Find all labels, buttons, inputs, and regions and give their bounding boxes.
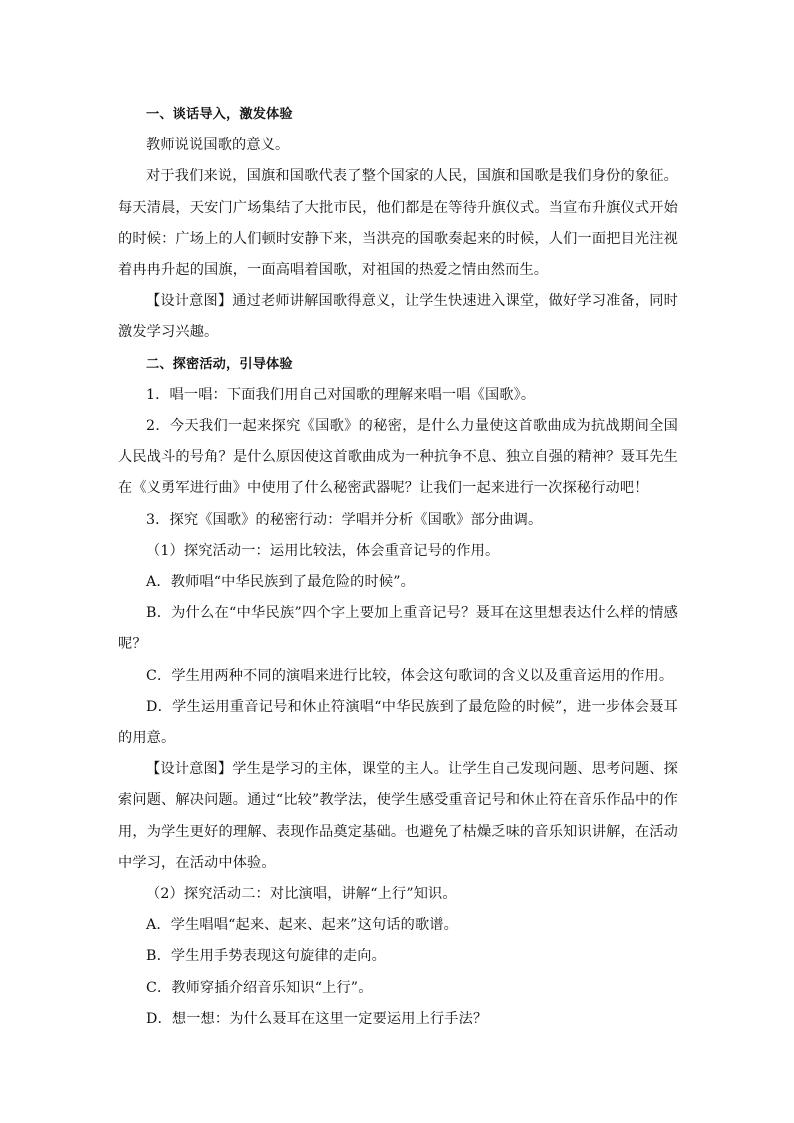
list-item: D．学生运用重音记号和休止符演唱“中华民族到了最危险的时候”，进一步体会聂耳的用意。 xyxy=(118,698,678,747)
list-item: B．为什么在“中华民族”四个字上要加上重音记号？聂耳在这里想表达什么样的情感呢？ xyxy=(118,605,678,653)
list-item: A．教师唱“中华民族到了最危险的时候”。 xyxy=(146,574,415,591)
list-item: D．想一想：为什么聂耳在这里一定要运用上行手法？ xyxy=(146,1010,488,1027)
section-heading-1: 一、谈话导入，激发体验 xyxy=(146,107,293,122)
design-intent-paragraph: 【设计意图】学生是学习的主体，课堂的主人。让学生自己发现问题、思考问题、探索问题、解决问题。通过“比较”教学法，使学生感受重音记号和休止符在音乐作品中的作用，为学生更好的理解、表现作品奠定基础。也避免了枯燥乏味的音乐知识讲解，在活动中学习，在活动中体验。 xyxy=(118,761,678,871)
list-item: C．学生用两种不同的演唱来进行比较，体会这句歌词的含义以及重音运用的作用。 xyxy=(146,667,674,684)
document-body xyxy=(118,99,678,1035)
activity-heading-1: （1）探究活动一：运用比较法，体会重音记号的作用。 xyxy=(146,542,500,559)
design-intent-paragraph: 【设计意图】通过老师讲解国歌得意义，让学生快速进入课堂，做好学习准备，同时激发学习兴趣。 xyxy=(118,293,678,341)
paragraph: 2．今天我们一起来探究《国歌》的秘密，是什么力量使这首歌曲成为抗战期间全国人民战斗的号角？是什么原因使这首歌曲成为一种抗争不息、独立自强的精神？聂耳先生在《义勇军进行曲》中使用了什么秘密武器呢？让我们一起来进行一次探秘行动吧！ xyxy=(118,418,678,497)
paragraph: 1．唱一唱：下面我们用自己对国歌的理解来唱一唱《国歌》。 xyxy=(146,386,536,403)
list-item: B．学生用手势表现这句旋律的走向。 xyxy=(146,948,386,965)
activity-heading-2: （2）探究活动二：对比演唱，讲解“上行”知识。 xyxy=(146,886,457,903)
list-item: A．学生唱唱“起来、起来、起来”这句话的歌谱。 xyxy=(146,917,458,934)
paragraph: 教师说说国歌的意义。 xyxy=(146,137,290,154)
list-item: C．教师穿插介绍音乐知识“上行”。 xyxy=(146,979,373,996)
paragraph: 3．探究《国歌》的秘密行动：学唱并分析《国歌》部分曲调。 xyxy=(146,511,543,528)
section-heading-2: 二、探密活动，引导体验 xyxy=(146,356,293,372)
paragraph: 对于我们来说，国旗和国歌代表了整个国家的人民，国旗和国歌是我们身份的象征。每天清晨，天安门广场集结了大批市民，他们都是在等待升旗仪式。当宣布升旗仪式开始的时候：广场上的人们顿时安静下来，当洪亮的国歌奏起来的时候，人们一面把目光注视着冉冉升起的国旗，一面高唱着国歌，对祖国的热爱之情由然而生。 xyxy=(118,168,678,279)
